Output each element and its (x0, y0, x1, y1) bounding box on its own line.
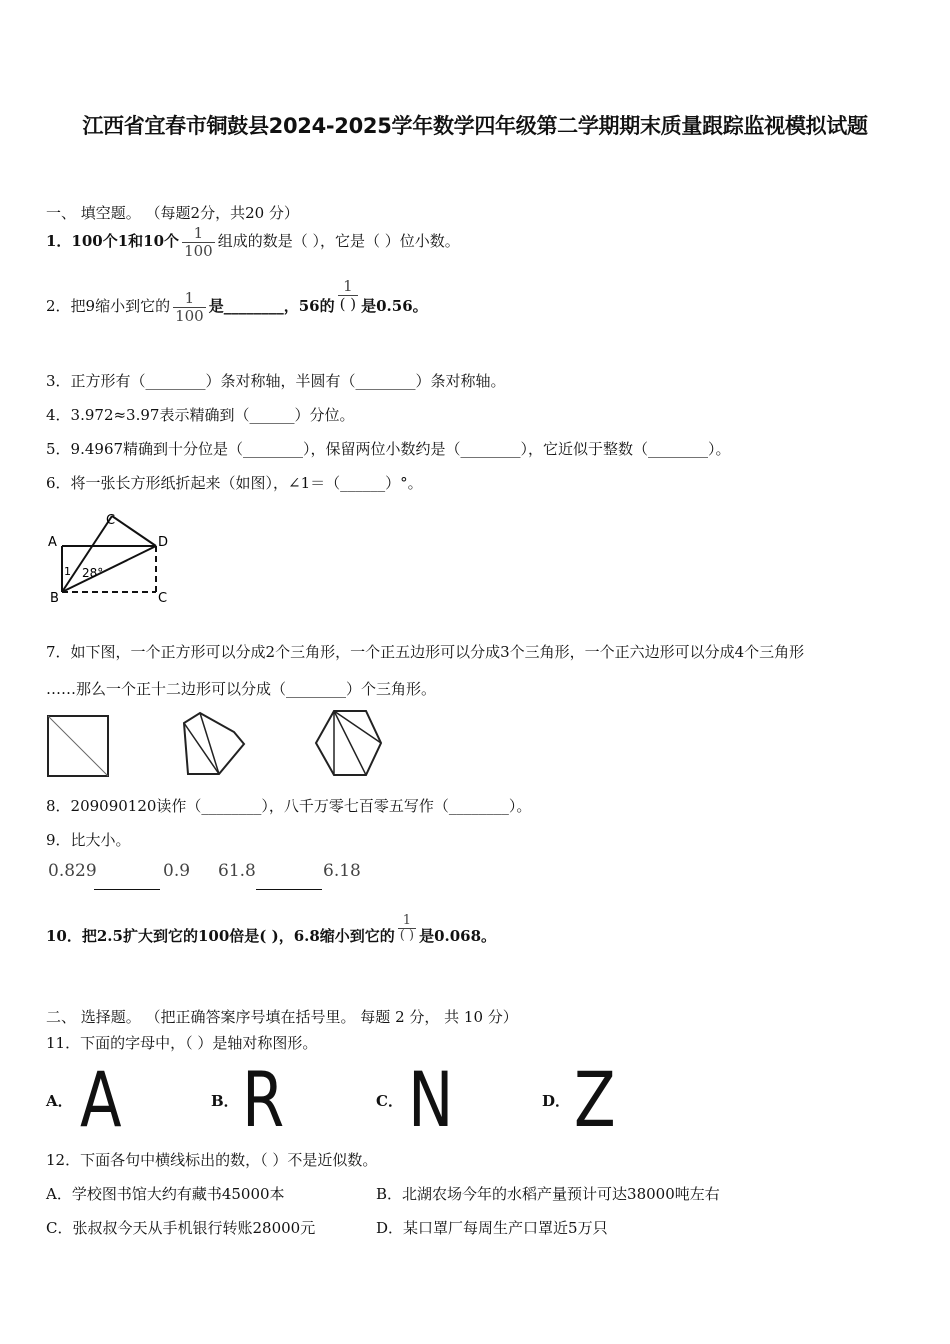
frac-num: 1 (182, 225, 215, 243)
compare-value-0829: 0.829 (48, 861, 97, 881)
section-1-heading: 一、 填空题。 （每题2分，共20 分） (46, 204, 299, 222)
label-b: B (50, 591, 59, 606)
question-2 (46, 277, 428, 325)
letter-n-glyph: N (408, 1055, 454, 1144)
frac-num: 1 (398, 914, 416, 929)
q1-text-a: 1．100个1和10个 (46, 232, 180, 250)
label-a: A (48, 535, 57, 550)
frac-den: 100 (175, 306, 204, 325)
fold-rectangle-figure (44, 508, 184, 608)
letter-a-glyph: A (80, 1055, 122, 1144)
angle-1-label: 1 (64, 565, 71, 578)
q2-text-b: 是________，56的 (208, 297, 335, 315)
label-d: D (158, 535, 169, 550)
compare-blank-1 (94, 889, 160, 890)
frac-den: ( ) (399, 928, 415, 944)
label-c-bottom: C (158, 591, 168, 606)
question-6: 6．将一张长方形纸折起来（如图），∠1＝（______）°。 (46, 474, 423, 492)
q2-text-a: 2．把9缩小到它的 (46, 297, 171, 315)
option-a-label: A． (46, 1092, 73, 1110)
q1-text-b: 组成的数是（ ），它是（ ）位小数。 (217, 232, 460, 250)
q12-option-d: D．某口罩厂每周生产口罩近5万只 (376, 1219, 608, 1237)
option-d-label: D． (542, 1092, 571, 1110)
frac-den: 100 (184, 241, 213, 260)
option-b-label: B． (211, 1092, 239, 1110)
fraction-1-100 (182, 225, 215, 259)
letter-z-glyph: Z (574, 1055, 616, 1144)
question-11: 11．下面的字母中，（ ）是轴对称图形。 (46, 1034, 318, 1052)
section-2-heading: 二、 选择题。 （把正确答案序号填在括号里。 每题 2 分， 共 10 分） (46, 1008, 518, 1026)
label-c-top: C (106, 513, 116, 528)
page-title: 江西省宜春市铜鼓县2024-2025学年数学四年级第二学期期末质量跟踪监视模拟试题 (82, 114, 868, 138)
frac-num: 1 (338, 278, 358, 296)
fraction-1-blank (398, 914, 416, 944)
edge-cd-folded (112, 516, 156, 546)
frac-den: ( ) (339, 294, 357, 313)
angle-28-label: 28° (82, 566, 104, 580)
question-5: 5．9.4967精确到十分位是（________），保留两位小数约是（________），它近似于整数（________）。 (46, 440, 731, 458)
polygon-division-figures (44, 708, 394, 783)
compare-blank-2 (256, 889, 322, 890)
question-9: 9．比大小。 (46, 831, 131, 849)
q12-option-c: C．张叔叔今天从手机银行转账28000元 (46, 1219, 316, 1237)
question-8: 8．209090120读作（________），八千万零七百零五写作（________）。 (46, 797, 532, 815)
compare-value-6-18: 6.18 (323, 861, 361, 881)
compare-value-618: 61.8 (218, 861, 256, 881)
q12-option-a: A．学校图书馆大约有藏书45000本 (46, 1185, 285, 1203)
q10-text-a: 10．把2.5扩大到它的100倍是( )，6.8缩小到它的 (46, 926, 395, 945)
q12-option-b: B．北湖农场今年的水稻产量预计可达38000吨左右 (376, 1185, 720, 1203)
question-7-line-2: ……那么一个正十二边形可以分成（________）个三角形。 (46, 680, 437, 698)
pentagon-shape (184, 713, 244, 774)
compare-value-09: 0.9 (163, 861, 191, 881)
question-3: 3．正方形有（________）条对称轴，半圆有（________）条对称轴。 (46, 372, 506, 390)
option-c-label: C． (376, 1092, 403, 1110)
fraction-1-100 (173, 290, 206, 324)
question-7-line-1: 7．如下图，一个正方形可以分成2个三角形，一个正五边形可以分成3个三角形，一个正六边形可以分成4个三角形 (46, 643, 805, 661)
question-1 (46, 225, 460, 259)
fraction-1-blank (338, 278, 358, 312)
question-10 (46, 913, 497, 952)
question-4: 4．3.972≈3.97表示精确到（______）分位。 (46, 406, 355, 424)
frac-num: 1 (173, 290, 206, 308)
question-12: 12．下面各句中横线标出的数，（ ）不是近似数。 (46, 1151, 378, 1169)
pentagon-diagonal-2 (184, 723, 219, 774)
square-diagonal (48, 716, 108, 776)
q10-text-b: 是0.068。 (419, 926, 497, 945)
letter-r-glyph: R (242, 1055, 285, 1144)
hexagon-diagonal-1 (334, 711, 366, 775)
q2-text-c: 是0.56。 (361, 297, 428, 315)
